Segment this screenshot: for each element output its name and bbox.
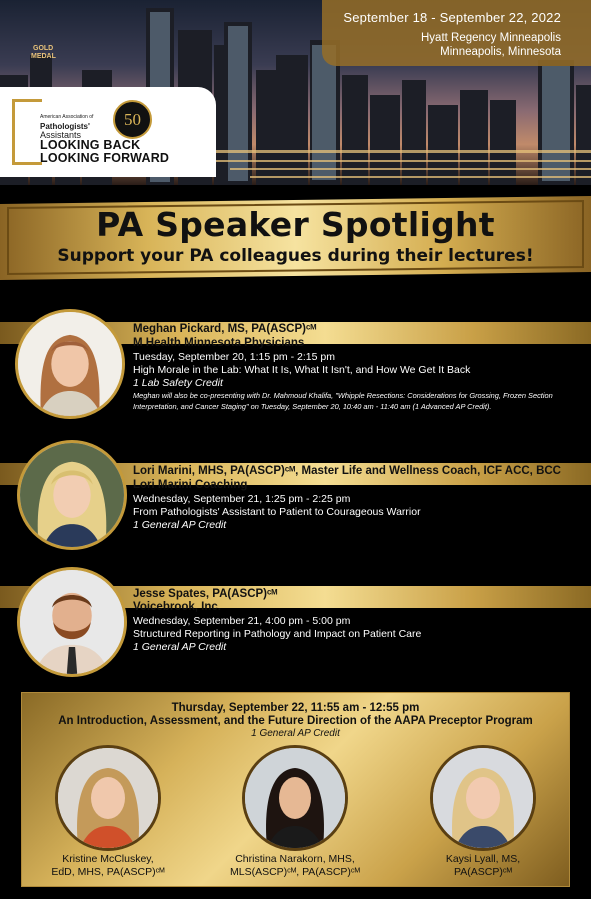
panel-title: An Introduction, Assessment, and the Future Direction of the AAPA Preceptor Program xyxy=(58,715,533,727)
banner-subtitle: Support your PA colleagues during their lectures! xyxy=(57,246,534,266)
logo-org-name: Pathologists' xyxy=(40,122,90,131)
speaker-2-photo xyxy=(17,440,127,550)
logo-org-name2: Assistants xyxy=(40,130,82,140)
speaker-3-lecture-title: Structured Reporting in Pathology and Impact on Patient Care xyxy=(133,628,422,640)
event-dates: September 18 - September 22, 2022 xyxy=(343,10,561,25)
logo-bracket xyxy=(12,99,42,165)
speaker-3-time: Wednesday, September 21, 4:00 pm - 5:00 pm xyxy=(133,615,351,627)
logo-org-small: American Association of xyxy=(40,114,94,120)
event-info-box xyxy=(322,0,591,66)
event-venue: Hyatt Regency Minneapolis xyxy=(421,32,561,44)
tagline-line-1: LOOKING BACK xyxy=(40,138,141,152)
svg-text:GOLD: GOLD xyxy=(33,45,54,52)
panel-credit: 1 General AP Credit xyxy=(251,728,340,739)
speaker-3-photo xyxy=(17,567,127,677)
speaker-2-time: Wednesday, September 21, 1:25 pm - 2:25 pm xyxy=(133,493,351,505)
speaker-2-credit: 1 General AP Credit xyxy=(133,519,227,531)
panelist-3-photo xyxy=(430,745,536,851)
panelist-2-photo xyxy=(242,745,348,851)
speaker-3-credit: 1 General AP Credit xyxy=(133,641,227,653)
speaker-2-org: Lori Marini Coaching xyxy=(133,479,248,491)
panelist-2-name xyxy=(210,853,380,879)
speaker-1-name: Meghan Pickard, MS, PA(ASCP)ᶜᴹ xyxy=(133,323,317,335)
speaker-3-name: Jesse Spates, PA(ASCP)ᶜᴹ xyxy=(133,588,278,600)
speaker-2-lecture-title: From Pathologists' Assistant to Patient to Courageous Warrior xyxy=(133,506,421,518)
logo-tagline xyxy=(40,139,169,165)
speaker-1-credit: 1 Lab Safety Credit xyxy=(133,377,223,389)
panelist-3-name-line1: Kaysi Lyall, MS, xyxy=(445,853,521,865)
panelist-2-name-line1: Christina Narakorn, MHS, xyxy=(235,853,355,865)
speaker-2-name: Lori Marini, MHS, PA(ASCP)ᶜᴹ, Master Life and Wellness Coach, ICF ACC, BCC xyxy=(133,465,561,477)
panelist-1-name-line1: Kristine McCluskey, xyxy=(62,853,154,865)
panelist-1-name xyxy=(23,853,193,879)
svg-text:MEDAL: MEDAL xyxy=(31,53,56,60)
speaker-1-time: Tuesday, September 20, 1:15 pm - 2:15 pm xyxy=(133,351,335,363)
header-skyline xyxy=(0,0,591,185)
panelist-2-name-line2: MLS(ASCP)ᶜᴹ, PA(ASCP)ᶜᴹ xyxy=(230,866,360,878)
banner-title: PA Speaker Spotlight xyxy=(96,205,495,244)
tagline-line-2: LOOKING FORWARD xyxy=(40,151,170,165)
panelist-1-photo xyxy=(55,745,161,851)
speaker-1-lecture-title: High Morale in the Lab: What It Is, What It Isn't, and How We Get It Back xyxy=(133,364,471,376)
panelist-3-name-line2: PA(ASCP)ᶜᴹ xyxy=(454,866,512,878)
speaker-1-photo xyxy=(15,309,125,419)
speaker-1-note: Meghan will also be co-presenting with Dr. Mahmoud Khalifa, "Whipple Resections: Considerations for Grossing, Frozen Section Interpretation, and Cancer Staging" on Tuesday, September 20, 10:40 am - 11:40 am (1 Advanced AP Credit). xyxy=(133,391,553,411)
panel-time: Thursday, September 22, 11:55 am - 12:55 pm xyxy=(171,702,420,714)
event-city: Minneapolis, Minnesota xyxy=(440,46,561,58)
anniversary-seal: 50 xyxy=(113,100,152,139)
organization-logo xyxy=(40,113,93,140)
panelist-3-name xyxy=(398,853,568,879)
speaker-3-org: Voicebrook, Inc. xyxy=(133,601,221,613)
speaker-1-org: M Health Minnesota Physicians xyxy=(133,337,305,349)
panelist-1-name-line2: EdD, MHS, PA(ASCP)ᶜᴹ xyxy=(51,866,165,878)
